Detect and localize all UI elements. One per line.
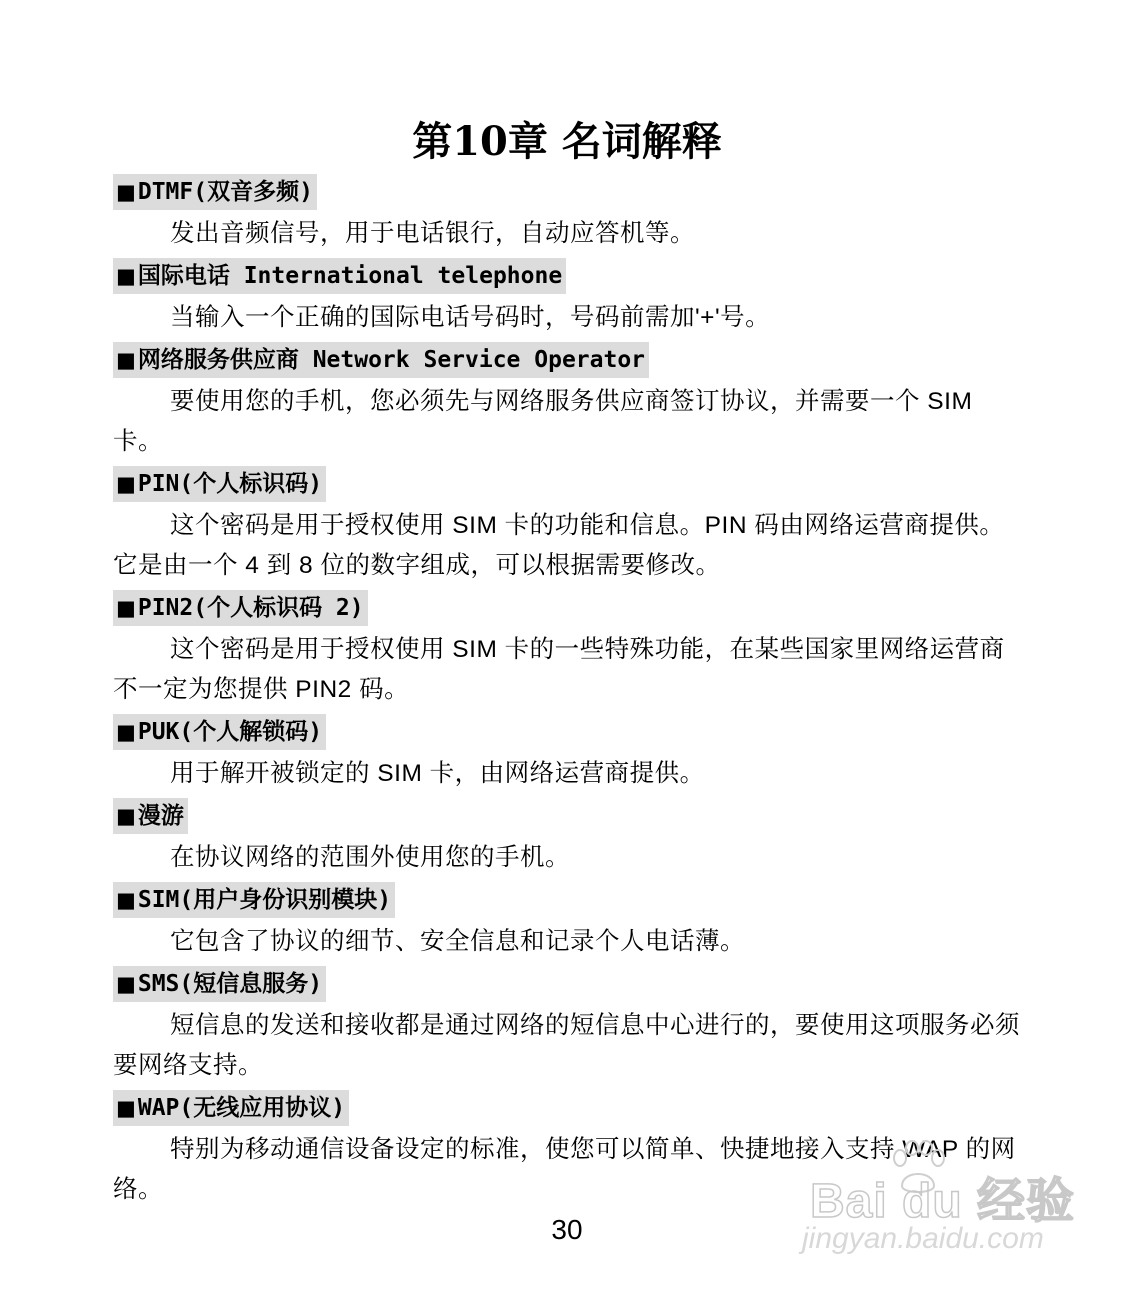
bullet-square-icon: ■ (116, 472, 136, 496)
glossary-term-heading (113, 966, 326, 1002)
watermark-brand: Bai du 经验 (810, 1175, 1076, 1228)
glossary-entry (113, 170, 1023, 254)
page-number: 30 (551, 1214, 583, 1245)
glossary-definition: 它包含了协议的细节、安全信息和记录个人电话薄。 (170, 928, 745, 955)
glossary-list (113, 170, 1023, 1210)
bullet-square-icon: ■ (116, 264, 136, 288)
glossary-term: DTMF(双音多频) (137, 179, 313, 205)
glossary-term: SIM(用户身份识别模块) (137, 887, 392, 913)
bullet-square-icon: ■ (116, 180, 136, 204)
glossary-definition: 短信息的发送和接收都是通过网络的短信息中心进行的，要使用这项服务必须要网络支持。 (113, 1012, 1020, 1079)
bullet-square-icon: ■ (116, 720, 136, 744)
chapter-title: 第10章 名词解释 (412, 118, 722, 165)
glossary-term-heading (113, 174, 317, 210)
glossary-entry (113, 586, 1023, 710)
glossary-entry (113, 962, 1023, 1086)
glossary-term: PIN(个人标识码) (137, 471, 323, 497)
glossary-term: SMS(短信息服务) (137, 971, 323, 997)
baidu-jingyan-watermark (800, 1142, 1076, 1262)
glossary-term-heading (113, 882, 395, 918)
glossary-entry (113, 710, 1023, 794)
bullet-square-icon: ■ (116, 804, 136, 828)
glossary-term: PUK(个人解锁码) (137, 719, 323, 745)
bullet-square-icon: ■ (116, 596, 136, 620)
glossary-term-heading (113, 590, 368, 626)
bullet-square-icon: ■ (116, 972, 136, 996)
glossary-term-heading (113, 714, 326, 750)
watermark-url: jingyan.baidu.com (802, 1222, 1044, 1255)
bullet-square-icon: ■ (116, 348, 136, 372)
glossary-term-heading (113, 342, 649, 378)
glossary-definition: 要使用您的手机，您必须先与网络服务供应商签订协议，并需要一个 SIM 卡。 (113, 388, 973, 455)
glossary-entry (113, 878, 1023, 962)
glossary-term-heading (113, 466, 326, 502)
glossary-term: WAP(无线应用协议) (137, 1095, 346, 1121)
glossary-entry (113, 794, 1023, 878)
glossary-entry (113, 462, 1023, 586)
glossary-entry (113, 338, 1023, 462)
glossary-definition: 特别为移动通信设备设定的标准，使您可以简单、快捷地接入支持 WAP 的网络。 (113, 1136, 1016, 1203)
glossary-definition: 这个密码是用于授权使用 SIM 卡的功能和信息。PIN 码由网络运营商提供。它是由一个 4 到 8 位的数字组成，可以根据需要修改。 (113, 512, 1005, 579)
glossary-entry (113, 254, 1023, 338)
glossary-term: 漫游 (137, 803, 184, 829)
glossary-term: 国际电话 International telephone (137, 263, 563, 289)
glossary-term-heading (113, 258, 566, 294)
bullet-square-icon: ■ (116, 888, 136, 912)
glossary-definition: 这个密码是用于授权使用 SIM 卡的一些特殊功能，在某些国家里网络运营商不一定为您提供 PIN2 码。 (113, 636, 1005, 703)
glossary-term-heading (113, 1090, 349, 1126)
glossary-term: 网络服务供应商 Network Service Operator (137, 347, 646, 373)
glossary-definition: 在协议网络的范围外使用您的手机。 (170, 844, 570, 871)
glossary-definition: 当输入一个正确的国际电话号码时，号码前需加'+'号。 (170, 304, 771, 331)
glossary-definition: 用于解开被锁定的 SIM 卡，由网络运营商提供。 (170, 760, 705, 787)
glossary-term: PIN2(个人标识码 2) (137, 595, 364, 621)
glossary-definition: 发出音频信号，用于电话银行，自动应答机等。 (170, 220, 695, 247)
glossary-term-heading (113, 798, 188, 834)
bullet-square-icon: ■ (116, 1096, 136, 1120)
